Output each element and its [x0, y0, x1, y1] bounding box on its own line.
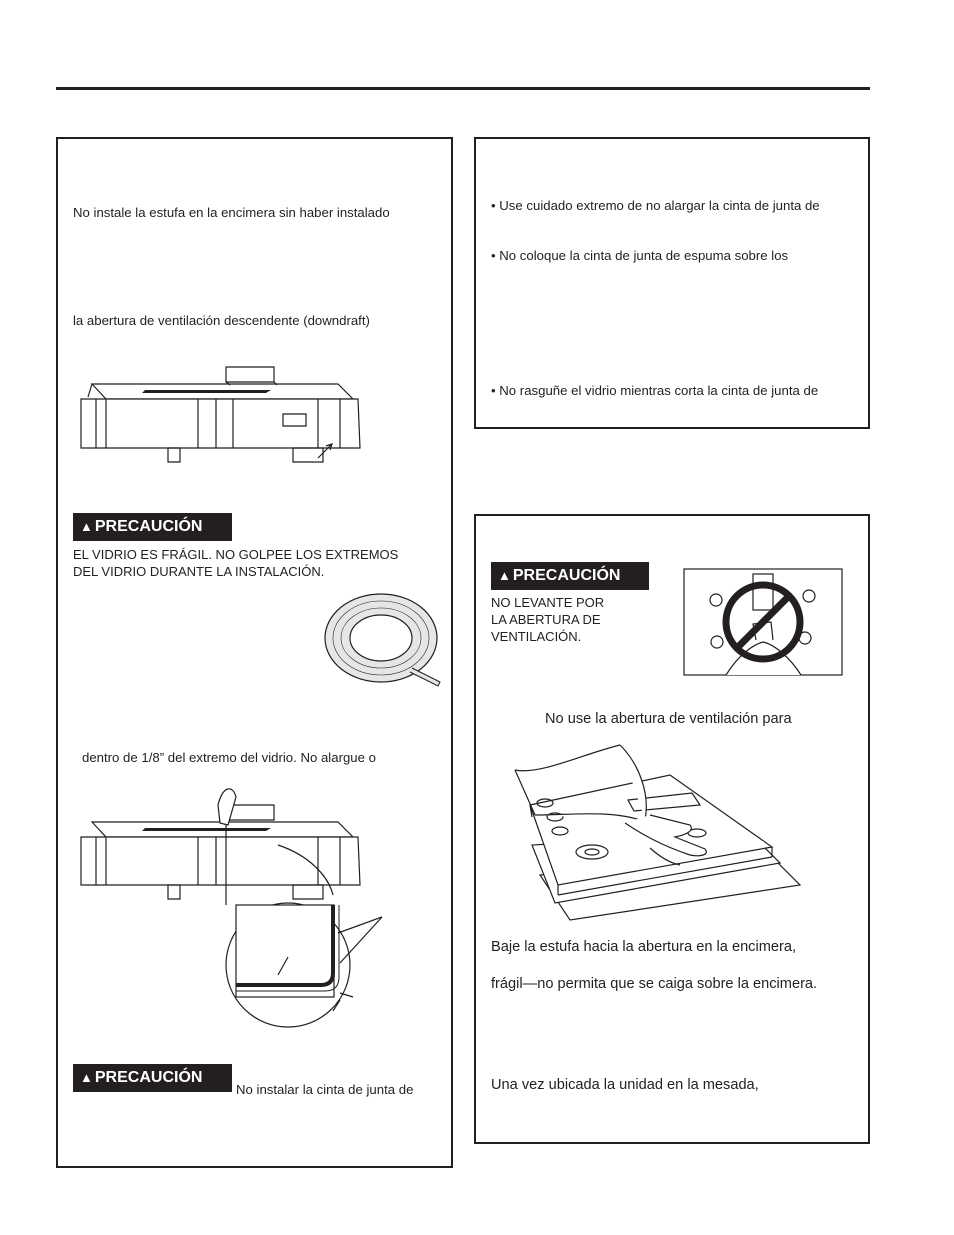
cooktop-illustration — [78, 362, 368, 472]
caution-badge-lift: ▲ PRECAUCIÓN — [491, 562, 649, 590]
lower-instruction-line-2: frágil—no permita que se caiga sobre la encimera. — [491, 976, 818, 992]
warning-triangle-icon: ▲ — [80, 1070, 93, 1085]
tape-bullet-3: • No rasguñe el vidrio mientras corta la cinta de junta de — [491, 383, 819, 398]
no-lift-prohibited-icon — [681, 566, 845, 678]
lower-instruction-line-3: Una vez ubicada la unidad en la mesada, — [491, 1077, 759, 1093]
caution-badge-glass: ▲ PRECAUCIÓN — [73, 513, 232, 541]
left-instruction-line-3: dentro de 1/8” del extremo del vidrio. No alargue o — [82, 750, 376, 765]
warning-triangle-icon: ▲ — [80, 519, 93, 534]
lift-instruction-line: No use la abertura de ventilación para — [545, 711, 792, 727]
tape-bullet-2: • No coloque la cinta de junta de espuma sobre los — [491, 248, 789, 263]
caution-badge-tape: ▲ PRECAUCIÓN — [73, 1064, 232, 1092]
lowering-cooktop-illustration — [510, 745, 810, 925]
lower-instruction-line-1: Baje la estufa hacia la abertura en la encimera, — [491, 939, 797, 955]
caution-lift-text-2: LA ABERTURA DE — [491, 612, 601, 627]
caution-glass-text-1: EL VIDRIO ES FRÁGIL. NO GOLPEE LOS EXTREMOS — [73, 547, 399, 562]
left-instruction-line-1: No instale la estufa en la encimera sin haber instalado — [73, 205, 390, 220]
caution-lift-text-1: NO LEVANTE POR — [491, 595, 605, 610]
tape-bullet-1: • Use cuidado extremo de no alargar la cinta de junta de — [491, 198, 820, 213]
warning-triangle-icon: ▲ — [498, 568, 511, 583]
caution-tape-text: No instalar la cinta de junta de — [236, 1082, 414, 1097]
caution-glass-text-2: DEL VIDRIO DURANTE LA INSTALACIÓN. — [73, 564, 325, 579]
foam-tape-roll-illustration — [322, 590, 442, 690]
cooktop-tape-illustration — [78, 785, 388, 1025]
caution-lift-text-3: VENTILACIÓN. — [491, 629, 582, 644]
left-instruction-line-2: la abertura de ventilación descendente (downdraft) — [73, 313, 370, 328]
header-rule — [56, 87, 870, 90]
